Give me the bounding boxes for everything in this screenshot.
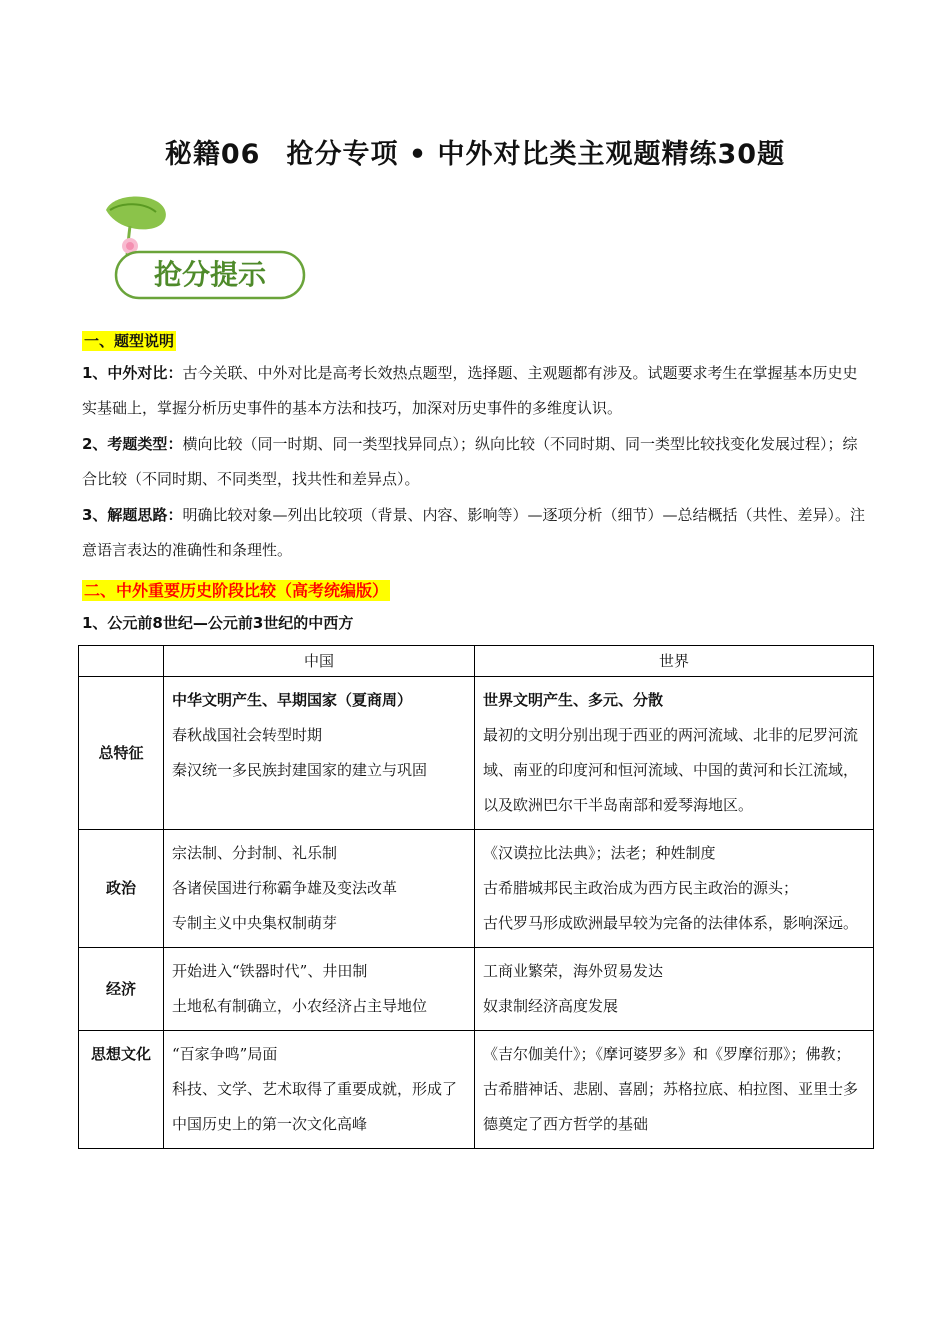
item-2: 2、考题类型：横向比较（同一时期、同一类型找异同点）；纵向比较（不同时期、同一类型比较找变化发展过程）；综合比较（不同时期、不同类型，找共性和差异点）。	[82, 435, 858, 488]
page-title: 秘籍06 抢分专项 • 中外对比类主观题精练30题	[164, 139, 786, 170]
row-label: 总特征	[79, 677, 164, 830]
header-world: 世界	[475, 646, 874, 677]
row-label: 政治	[79, 830, 164, 948]
table-caption: 1、公元前8世纪—公元前3世纪的中西方	[82, 614, 354, 632]
table-row	[79, 948, 874, 1031]
china-cell: 中华文明产生、早期国家（夏商周） 春秋战国社会转型时期 秦汉统一多民族封建国家的建立与巩固	[164, 677, 475, 830]
china-cell: “百家争鸣”局面 科技、文学、艺术取得了重要成就，形成了中国历史上的第一次文化高峰	[164, 1031, 475, 1149]
section2-heading: 二、中外重要历史阶段比较（高考统编版）	[84, 581, 389, 600]
item-1: 1、中外对比：古今关联、中外对比是高考长效热点题型，选择题、主观题都有涉及。试题要求考生在掌握基本历史史实基础上，掌握分析历史事件的基本方法和技巧，加深对历史事件的多维度认识。	[82, 364, 858, 417]
header-blank	[79, 646, 164, 677]
world-cell: 《汉谟拉比法典》；法老；种姓制度 古希腊城邦民主政治成为西方民主政治的源头； 古代罗马形成欧洲最早较为完备的法律体系，影响深远。	[475, 830, 874, 948]
table-header-row	[79, 646, 874, 677]
logo-text: 抢分提示	[153, 258, 267, 291]
table-row	[79, 830, 874, 948]
row-label: 经济	[79, 948, 164, 1031]
header-china: 中国	[164, 646, 475, 677]
china-cell: 开始进入“铁器时代”、井田制 土地私有制确立，小农经济占主导地位	[164, 948, 475, 1031]
table-row	[79, 1031, 874, 1149]
item-3: 3、解题思路：明确比较对象—列出比较项（背景、内容、影响等）—逐项分析（细节）—总结概括（共性、差异）。注意语言表达的准确性和条理性。	[82, 506, 865, 559]
world-cell: 《吉尔伽美什》；《摩诃婆罗多》和《罗摩衍那》；佛教；古希腊神话、悲剧、喜剧；苏格拉底、柏拉图、亚里士多德奠定了西方哲学的基础	[475, 1031, 874, 1149]
lotus-leaf-icon	[92, 192, 312, 304]
world-cell: 工商业繁荣，海外贸易发达 奴隶制经济高度发展	[475, 948, 874, 1031]
china-cell: 宗法制、分封制、礼乐制 各诸侯国进行称霸争雄及变法改革 专制主义中央集权制萌芽	[164, 830, 475, 948]
comparison-table	[78, 645, 874, 1149]
world-cell: 世界文明产生、多元、分散 最初的文明分别出现于西亚的两河流域、北非的尼罗河流域、南亚的印度河和恒河流域、中国的黄河和长江流域，以及欧洲巴尔干半岛南部和爱琴海地区。	[475, 677, 874, 830]
tip-logo	[92, 192, 312, 304]
table-row	[79, 677, 874, 830]
row-label: 思想文化	[79, 1031, 164, 1149]
section1-heading: 一、题型说明	[84, 332, 175, 350]
